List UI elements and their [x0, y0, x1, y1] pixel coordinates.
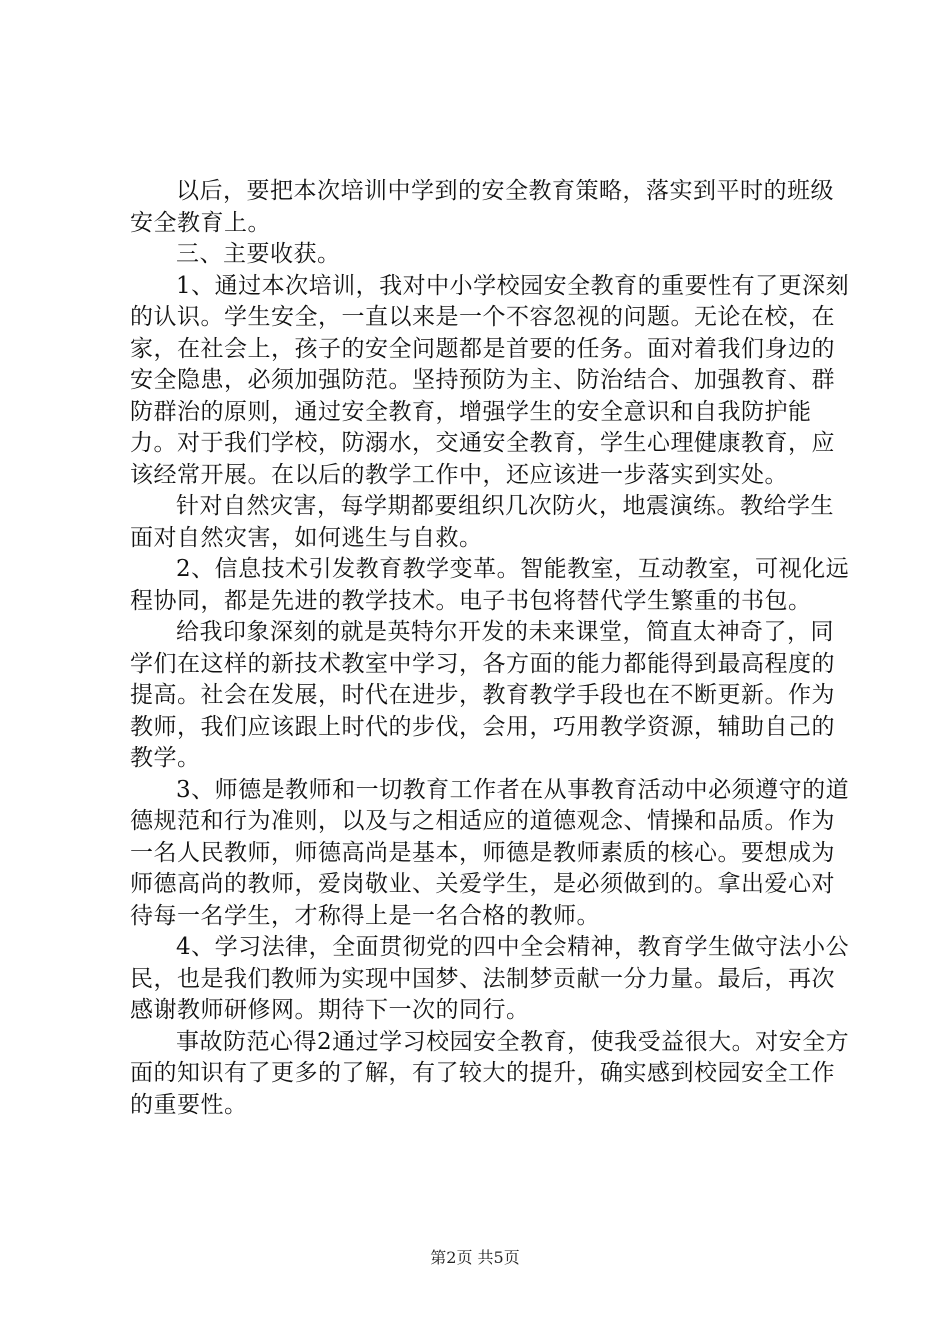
- paragraph-natural-disasters: 针对自然灾害，每学期都要组织几次防火，地震演练。教给学生面对自然灾害，如何逃生与自救。: [130, 493, 834, 551]
- section-heading-main-gains: 三、主要收获。: [176, 241, 341, 267]
- paragraph-point-3: 3、师德是教师和一切教育工作者在从事教育活动中必须遵守的道德规范和行为准则，以及与之相适应的道德观念、情操和品质。作为一名人民教师，师德高尚是基本，师德是教师素质的核心。要想成为师德高尚的教师，爱岗敬业、关爱学生，是必须做到的。拿出爱心对待每一名学生，才称得上是一名合格的教师。: [130, 776, 850, 929]
- paragraph-future-classroom: 给我印象深刻的就是英特尔开发的未来课堂，简直太神奇了，同学们在这样的新技术教室中学习，各方面的能力都能得到最高程度的提高。社会在发展，时代在进步，教育教学手段也在不断更新。作为教师，我们应该跟上时代的步伐，会用，巧用教学资源，辅助自己的教学。: [130, 619, 835, 771]
- document-body: [130, 176, 850, 1121]
- paragraph-accident-prevention: 事故防范心得2通过学习校园安全教育，使我受益很大。对安全方面的知识有了更多的了解，有了较大的提升，确实感到校园安全工作的重要性。: [130, 1028, 850, 1118]
- paragraph-point-1: 1、通过本次培训，我对中小学校园安全教育的重要性有了更深刻的认识。学生安全，一直以来是一个不容忽视的问题。无论在校，在家，在社会上，孩子的安全问题都是首要的任务。面对着我们身边的安全隐患，必须加强防范。坚持预防为主、防治结合、加强教育、群防群治的原则，通过安全教育，增强学生的安全意识和自我防护能力。对于我们学校，防溺水，交通安全教育，学生心理健康教育，应该经常开展。在以后的教学工作中，还应该进一步落实到实处。: [130, 272, 850, 488]
- paragraph-point-2: 2、信息技术引发教育教学变革。智能教室，互动教室，可视化远程协同，都是先进的教学技术。电子书包将替代学生繁重的书包。: [130, 556, 850, 614]
- page-footer: [0, 1245, 950, 1268]
- paragraph-intro: 以后，要把本次培训中学到的安全教育策略，落实到平时的班级安全教育上。: [130, 178, 834, 236]
- paragraph-point-4: 4、学习法律，全面贯彻党的四中全会精神，教育学生做守法小公民，也是我们教师为实现中国梦、法制梦贡献一分力量。最后，再次感谢教师研修网。期待下一次的同行。: [130, 934, 850, 1023]
- page-number: 第2页 共5页: [430, 1248, 520, 1267]
